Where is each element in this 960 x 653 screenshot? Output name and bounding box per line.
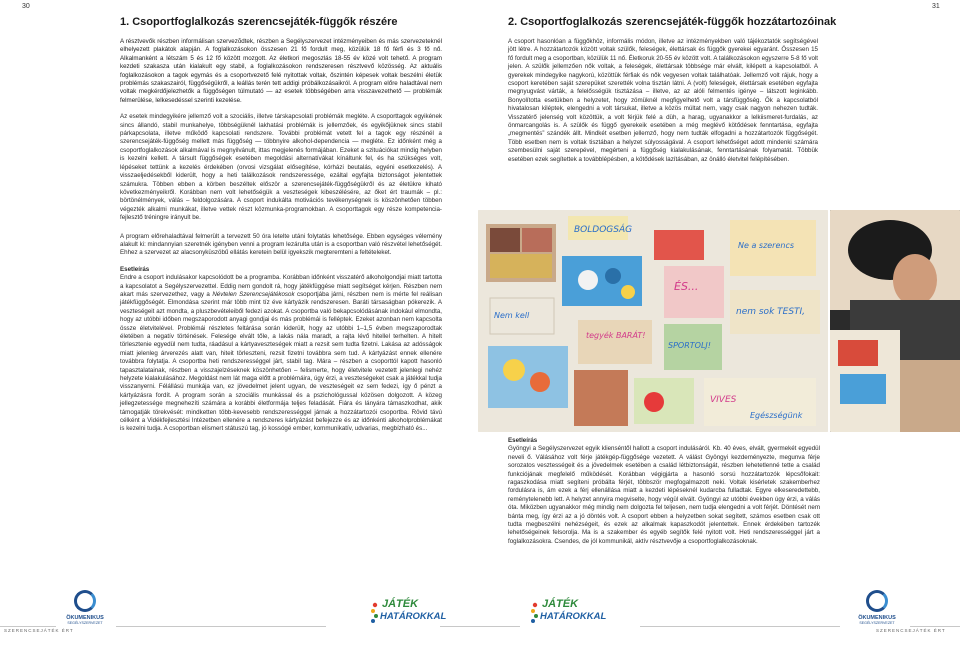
page-number: 30 [22, 3, 30, 10]
jatek-hatarokkal-logo: JÁTÉK HATÁROKKAL [370, 598, 440, 632]
okumenikus-logo: ÖKUMENIKUS SEGÉLYSZERVEZET [56, 590, 114, 630]
svg-text:Nem kell: Nem kell [494, 311, 530, 320]
svg-text:BOLDOGSÁG: BOLDOGSÁG [574, 225, 633, 235]
group-work-photo [830, 210, 960, 432]
section-title: 1. Csoportfoglalkozás szerencsejáték-függők részére [120, 16, 398, 28]
svg-text:SPORTOLJ!: SPORTOLJ! [668, 341, 711, 350]
case-heading: Esetleírás [120, 265, 150, 273]
case-paragraph: Gyöngyi a Segélyszervezet egyik klienséntől hallott a csoport indulásáról. Kb. 40 éves, elvált, gyermekét egyedül neveli ő. Válásához volt férje játékgép-függősége vezetett. A válást Gyöngyi kezdeményezte, megunva férje sorozatos vesztességeit és a jövedelmek esetében a család létbiztonságát, részben lehetetlenné tette a család funkciójának megfelelő működését. Korábban végigjárta a hasonló sorsú hozzátartozók lépcsőfokait: ragaszkodása miatt segíteni próbálta férjét, többször megfogalmazott neki. Voltak kisérletek szakemberhez fordulásra is, ám ezek a férj ellenállása miatt a kezdeti lépéseknél kudarcba fulladtak. Egyre elkeseredettebb, reménytelenebb lett. A helyzet annyira megviselte, hogy végül elvált. Gyöngyi az utóbbi években úgy érzi, a válás óta. Miközben ugyanakkor még mindig nem dolgozta fel teljesen, nem tudja elengedni a volt férjét. Döntését nem bánta meg, így érzi az a jó döntés volt. A csoport ebben a helyzetben sokat segített, számos esetben csak ott tudta megbeszélni nehézségeit, és ezek az alkalmak kapaszkodót jelentettek. Ennek érdekében tartozék lehetőségeinek felsorolja. Ma is a szakember és egyéb segítők felé nyitott volt. Heti rendszerességgel járt a foglalkozásokra. Csendes, de jól kommunikál, aktív résztvevője a csoportfoglalkozásoknak. [508, 445, 820, 545]
divider [0, 626, 56, 627]
svg-text:Ne a szerencs: Ne a szerencs [738, 241, 795, 250]
section-title: 2. Csoportfoglalkozás szerencsejáték-függők hozzátartozóinak [508, 16, 837, 28]
divider [116, 626, 326, 627]
case-heading: Esetleírás [508, 437, 538, 444]
okumenikus-logo: ÖKUMENIKUS SEGÉLYSZERVEZET [848, 590, 906, 630]
text-column [508, 38, 818, 172]
paragraph: Az esetek mindegyikére jellemző volt a szociális, illetve társkapcsolati problémák megléte. A csoporttagok egyikének sincs állandó, stabil munkahelye, többségüknél lakhatási problémák is jellemzőek, és egyikőjüknek sincs stabil párkapcsolata, illetve működő kapcsolati rendszere. További problémát vetett fel a tagok egy részénél a szerencsejáték-függőség mellett más függőség — többnyire alkohol-dependencia — megléte. Ez időnként még a csoportfoglalkozások alkalmával is megnyilvánult, ittas megjelenés formájában. Ezeket a szituációkat mindig helyben is kezelni kellett. A társult függőségek esetében megoldási alternatívákat kínáltunk fel, és ha szükséges volt, lépéseket tettünk a kezelés érdekében (orvosi vizsgálat elősegítése, kórházi beutalás, egyéni esetkezelés). A visszaeljedésekből kiderült, hogy a heti találkozások rendszeressége, ezáltal egyfajta biztonságot jelentettek számukra. Többen ebben a körben beszéltek először a szerencsejáték-függőségükről és az életükre kiható következményeikről. Korábban nem volt lehetőségük a veszteségek kibeszélésére, az őket ért traumák – pl.: börtönélmények, válás – feldolgozására. A csoport indukálta motivációs tevékenységnek is köszönhetően többen végezték alkalmi munkákat, illetve vettek részt közmunka-programokban. A csoporttagok egy része kompetencia-fejlesztő tréningre irányult be. [120, 113, 442, 222]
svg-text:Egészségünk: Egészségünk [750, 411, 803, 420]
divider [480, 626, 520, 627]
paragraph: A program előrehaladtával felmerült a tervezett 50 óra letelte utáni folytatás lehetősége. Ebben egységes vélemény alakult ki: mindannyian szeretnék igényben venni a program lezárulta után is a csoportban való részvétel lehetőségét. Ehhez a szervezet az alacsonyküszöbű ellátás keretein belül igyekszik megteremteni a feltételeket. [120, 232, 442, 257]
svg-text:VIVES: VIVES [710, 395, 737, 405]
collage-photo-image [478, 210, 828, 432]
logo-dots-icon [530, 602, 540, 624]
logo-ring-icon [866, 590, 888, 612]
paragraph: A résztvevők részben informálisan szervezõdtek, részben a Segélyszervezet intézményeiben és más szervezeteknél elhelyezett plakátok alapján. A foglalkozásokon összesen 21 fő fordult meg, közülük 18 fő férfi és 3 fő nő. Alkalmanként a létszám 5 és 12 fő között mozgott. Az életkori megoszlás 18-55 év közé volt tehető. A program kezdeti szakasza után kialakult egy stabil, a foglalkozásokon rendszeresen résztvevő közösség. Az aktuális foglalkozásokon a tagok egymás és a csoportvezető felé nyitottak voltak, őszintén képesek voltak beszélni életük problémás szakaszairól, függőségükről, a leállás terén tett addigi próbálkozásaikról. A program előre haladtával nem voltak megkérdőjelezhetők a függőségen túlmutató — az esetek többségében arra visszavezethető — problémák felmerülése, lelkesedéssel szerinti kezelése. [120, 38, 442, 104]
divider [910, 626, 960, 627]
jatek-hatarokkal-logo: JÁTÉK HATÁROKKAL [530, 598, 600, 632]
logo-ring-icon [74, 590, 96, 612]
collage-photo [478, 210, 828, 432]
page-number: 31 [932, 3, 940, 10]
group-work-photo-image [830, 210, 960, 432]
footer-strip-text: SZERENCSEJÁTÉK ÉRT [4, 628, 74, 633]
divider [640, 626, 840, 627]
case-paragraph: Endre a csoport indulásakor kapcsolódott be a programba. Korábban időnként visszatérő alkoholgondjai miatt tartotta a kapcsolatot a Segélyszervezettel. Eddig nem gondolt rá, hogy játékfüggése miatt segítséget kérjen. Részben nem akart más szervezethez, vagy a Névtelen Szerencsejátékosok csoportjába járni, részben nem is mérte fel reálisan játékfüggőségét. Elmondása szerint már több mint tíz éve kártyázik rendszeresen. Baráti társaságban pókerezik. A veszteségeit azt mondta, a pluszbevételeiből fedezi azokat. A csoportba való bekapcsolódásának indokául elmondta, hogy az utóbbi időben megszaporodott anyagi gondjai és más problémái is felléptek. Ezeket azonban nem kapcsolta össze életvitelével. Problémái részletes feltárása során kiderült, hogy az utóbbi 1–1,5 évben megszaporodtak életében a negatív történések. Felesége elvált tőle, a lakás nála maradt, a rajta lévő hitellel terhelten. A hitelt törlesztenie egyedül nem tudta, ráadásul a kártyaveszteségek miatt a rezsit sem tudta fizetni. Lakása az adósságok miatt jelenleg árverezés alatt van, hiteit törleszteni, rezsit fizetni továbbra sem tud. A kártyázást ennek ellenére továbbra folytatja. A csoportba heti rendszerességgel járt, stabil tag. Mára – részben a csoporttól kapott hasonló tapasztalatainak, részben a visszajelzéseknek köszönhetően – felismerte, hogy életvitele vezetett jelenlegi nehéz helyzete kialakulásához. Megoldást nem lát maga előtt a problémáira, úgy érzi, a veszteségeket csak a játékkal tudja visszanyerni. Félállású munkája van, ez jövedelmet jelent ugyan, de veszteségeit ez sem fedezi, így ő pénzt a kártyázásra fordít. A program során a szociális munkással és a pszichológussal közösen dolgozott. A közeg jellegzetessége megnehezíti számára a korábbi életformája teljes feladását. Fiára és lányára támaszkodhat, akik támogatják törekvését: mindketten több-kevesebb rendszerességgel járnak a hozzátartozói csoportba. Rövid távú célként a Vidékfejlesztési Intézetben ellenére a rendszeres kártyázást befejezze és az időnkénti alkoholproblémákat is kezelni tudja. A csoportban elismert státuszú tag, jó kossógé ember, kommunikatív, udvarias, megbízható és... [120, 274, 442, 433]
text-column [120, 38, 442, 442]
footer-strip-text: SZERENCSEJÁTÉK ÉRT [876, 628, 946, 633]
divider [440, 626, 480, 627]
svg-text:ÉS...: ÉS... [674, 280, 699, 293]
text-column [508, 437, 820, 554]
svg-text:nem sok TESTI,: nem sok TESTI, [736, 307, 806, 317]
svg-text:tegyék BARÁT!: tegyék BARÁT! [586, 331, 646, 340]
paragraph: A csoport hasonlóan a függőkhöz, informális módon, illetve az intézményekben való tájékoztatók segítségével jött létre. A hozzátartozók között voltak szülők, feleségek, élettársak és függők gyerekei egyaránt. Összesen 15 fő fordult meg a csoportban, közülük 11 nő. Életkoruk 20-55 év között volt. A találkozásokon egyszerre 5-8 fő volt jelen. A szülők jellemzően nők voltak, a feleségek, élettársak többsége már elvált, kilépett a kapcsolatból. A gyerekek mindegyike nagykorú, közöttük férfiak és nők vegyesen voltak találhatóak. Jellemző volt rájuk, hogy a csoport keretében saját szerepüket szerették volna tisztán látni. A (volt) feleségek, élettársak esetében egyfajta megnyugvást várták, a felelősségük tisztázása – illetve, az az alóli felmentés igénye – látszott leginkább. Bonyolította esetükben a helyzetet, hogy zömüknél megfigyelhető volt a társfüggőség. Ők a kapcsolatból hivatalosan kiléptek, elengedni a volt társukat, illetve a közös múltat nem, vagy csak nagyon nehezen tudták. Visszatérő jelenség volt közöttük, a volt férjük felé a düh, a harag, ugyanakkor a lelkiismeret-furdalás, az önmarcangolás is. A szülők és függő gyerekeik esetében a még meglévő kötődések fenntartása, egyfajta „megmentés” szándék állt. Mindkét esetben jellemző, hogy nem tudták elfogadni a hozzátartozók függőségét. Több esetben nem is voltak tisztában a helyzet súlyosságával. A csoport lehetőséget adott mindenki számára szembesülni saját szerepével, megérteni a függőség kialakulásának, fenntartásának folyamatát. Többük esetében ezek segítettek a továbblépésben, a kötődések lazításában, az önálló életvitel felépítésében. [508, 38, 818, 163]
logo-dots-icon [370, 602, 380, 624]
